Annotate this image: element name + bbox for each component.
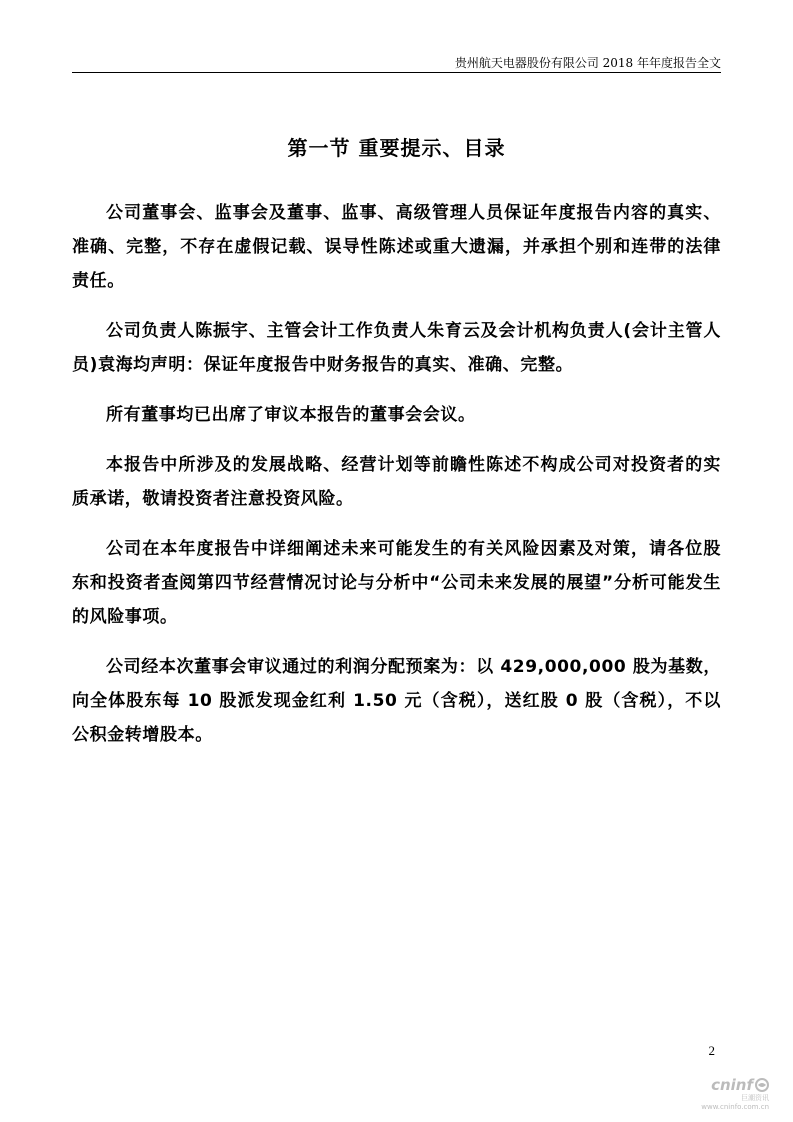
running-header: 贵州航天电器股份有限公司 2018 年年度报告全文 — [454, 56, 721, 70]
cninfo-logo-icon — [755, 1078, 769, 1092]
watermark-logo — [689, 1076, 769, 1094]
paragraph-forward-looking-disclaimer: 本报告中所涉及的发展战略、经营计划等前瞻性陈述不构成公司对投资者的实质承诺，敬请投资者注意投资风险。 — [72, 455, 721, 509]
paragraph-responsibility-statement: 公司董事会、监事会及董事、监事、高级管理人员保证年度报告内容的真实、准确、完整，不存在虚假记载、误导性陈述或重大遗漏，并承担个别和连带的法律责任。 — [72, 203, 721, 291]
section-title: 第一节 重要提示、目录 — [287, 136, 506, 160]
paragraph-profit-distribution: 公司经本次董事会审议通过的利润分配预案为：以 429,000,000 股为基数，向全体股东每 10 股派发现金红利 1.50 元（含税），送红股 0 股（含税），不以公积金转增股本。 — [72, 657, 721, 745]
page-number: 2 — [708, 1043, 715, 1058]
watermark-subtitle: 巨潮资讯 — [741, 1094, 769, 1102]
cninfo-watermark — [689, 1076, 769, 1112]
paragraph-board-attendance: 所有董事均已出席了审议本报告的董事会会议。 — [106, 405, 476, 425]
paragraph-risk-factors: 公司在本年度报告中详细阐述未来可能发生的有关风险因素及对策，请各位股东和投资者查阅第四节经营情况讨论与分析中“公司未来发展的展望”分析可能发生的风险事项。 — [72, 539, 721, 627]
watermark-logo-text: cninf — [711, 1076, 753, 1094]
document-body — [72, 196, 721, 768]
paragraph-financial-declaration: 公司负责人陈振宇、主管会计工作负责人朱育云及会计机构负责人(会计主管人员)袁海均声明：保证年度报告中财务报告的真实、准确、完整。 — [72, 321, 721, 375]
header-divider — [72, 72, 721, 73]
watermark-url: www.cninfo.com.cn — [701, 1103, 769, 1111]
